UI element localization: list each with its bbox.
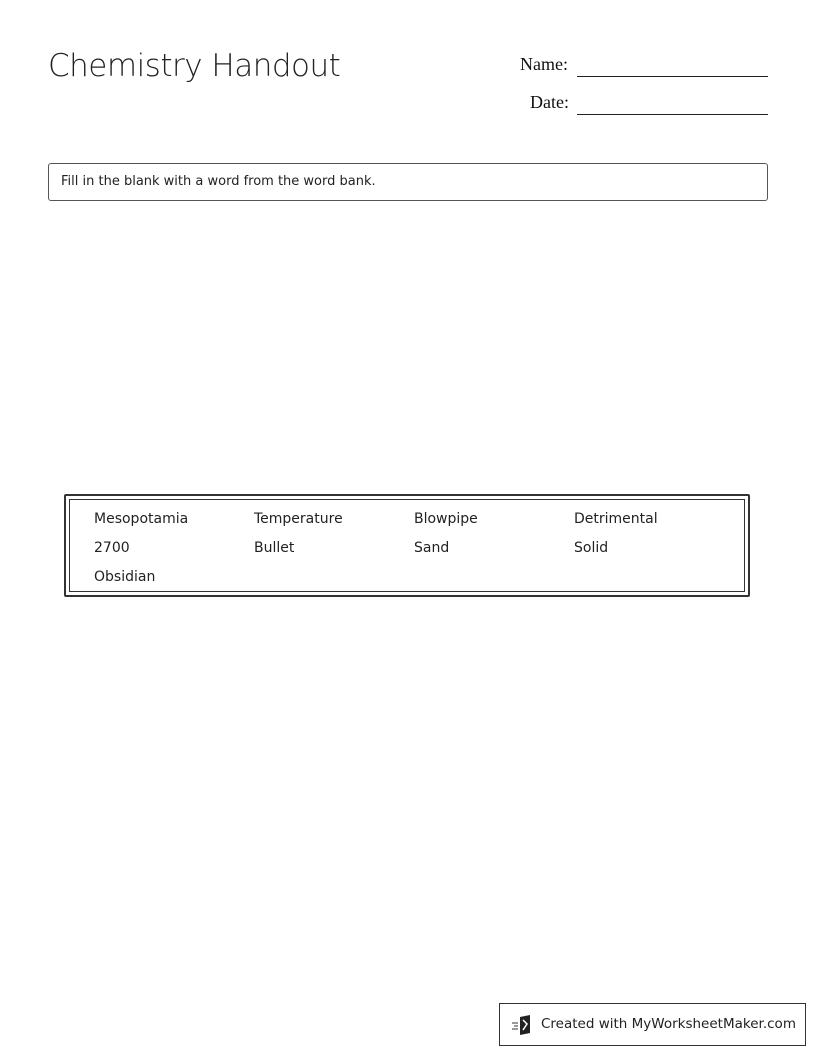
footer-badge <box>499 1003 806 1046</box>
name-label: Name: <box>520 54 568 74</box>
word-bank-item: Solid <box>574 540 609 556</box>
page-title: Chemistry Handout <box>48 48 341 84</box>
date-line <box>577 114 768 115</box>
word-bank-item: Bullet <box>254 540 295 556</box>
worksheet-logo-icon <box>512 1015 534 1035</box>
word-bank-item: 2700 <box>94 540 130 556</box>
name-line <box>577 76 768 77</box>
word-bank-item: Obsidian <box>94 569 156 585</box>
word-bank-item: Mesopotamia <box>94 511 189 527</box>
instructions-box: Fill in the blank with a word from the word bank. <box>48 163 768 201</box>
word-bank-item: Blowpipe <box>414 511 478 527</box>
word-bank-item: Detrimental <box>574 511 658 527</box>
footer-text: Created with MyWorksheetMaker.com <box>541 1016 796 1032</box>
word-bank <box>64 494 750 597</box>
date-label: Date: <box>530 92 569 112</box>
word-bank-item: Sand <box>414 540 450 556</box>
word-bank-item: Temperature <box>254 511 343 527</box>
